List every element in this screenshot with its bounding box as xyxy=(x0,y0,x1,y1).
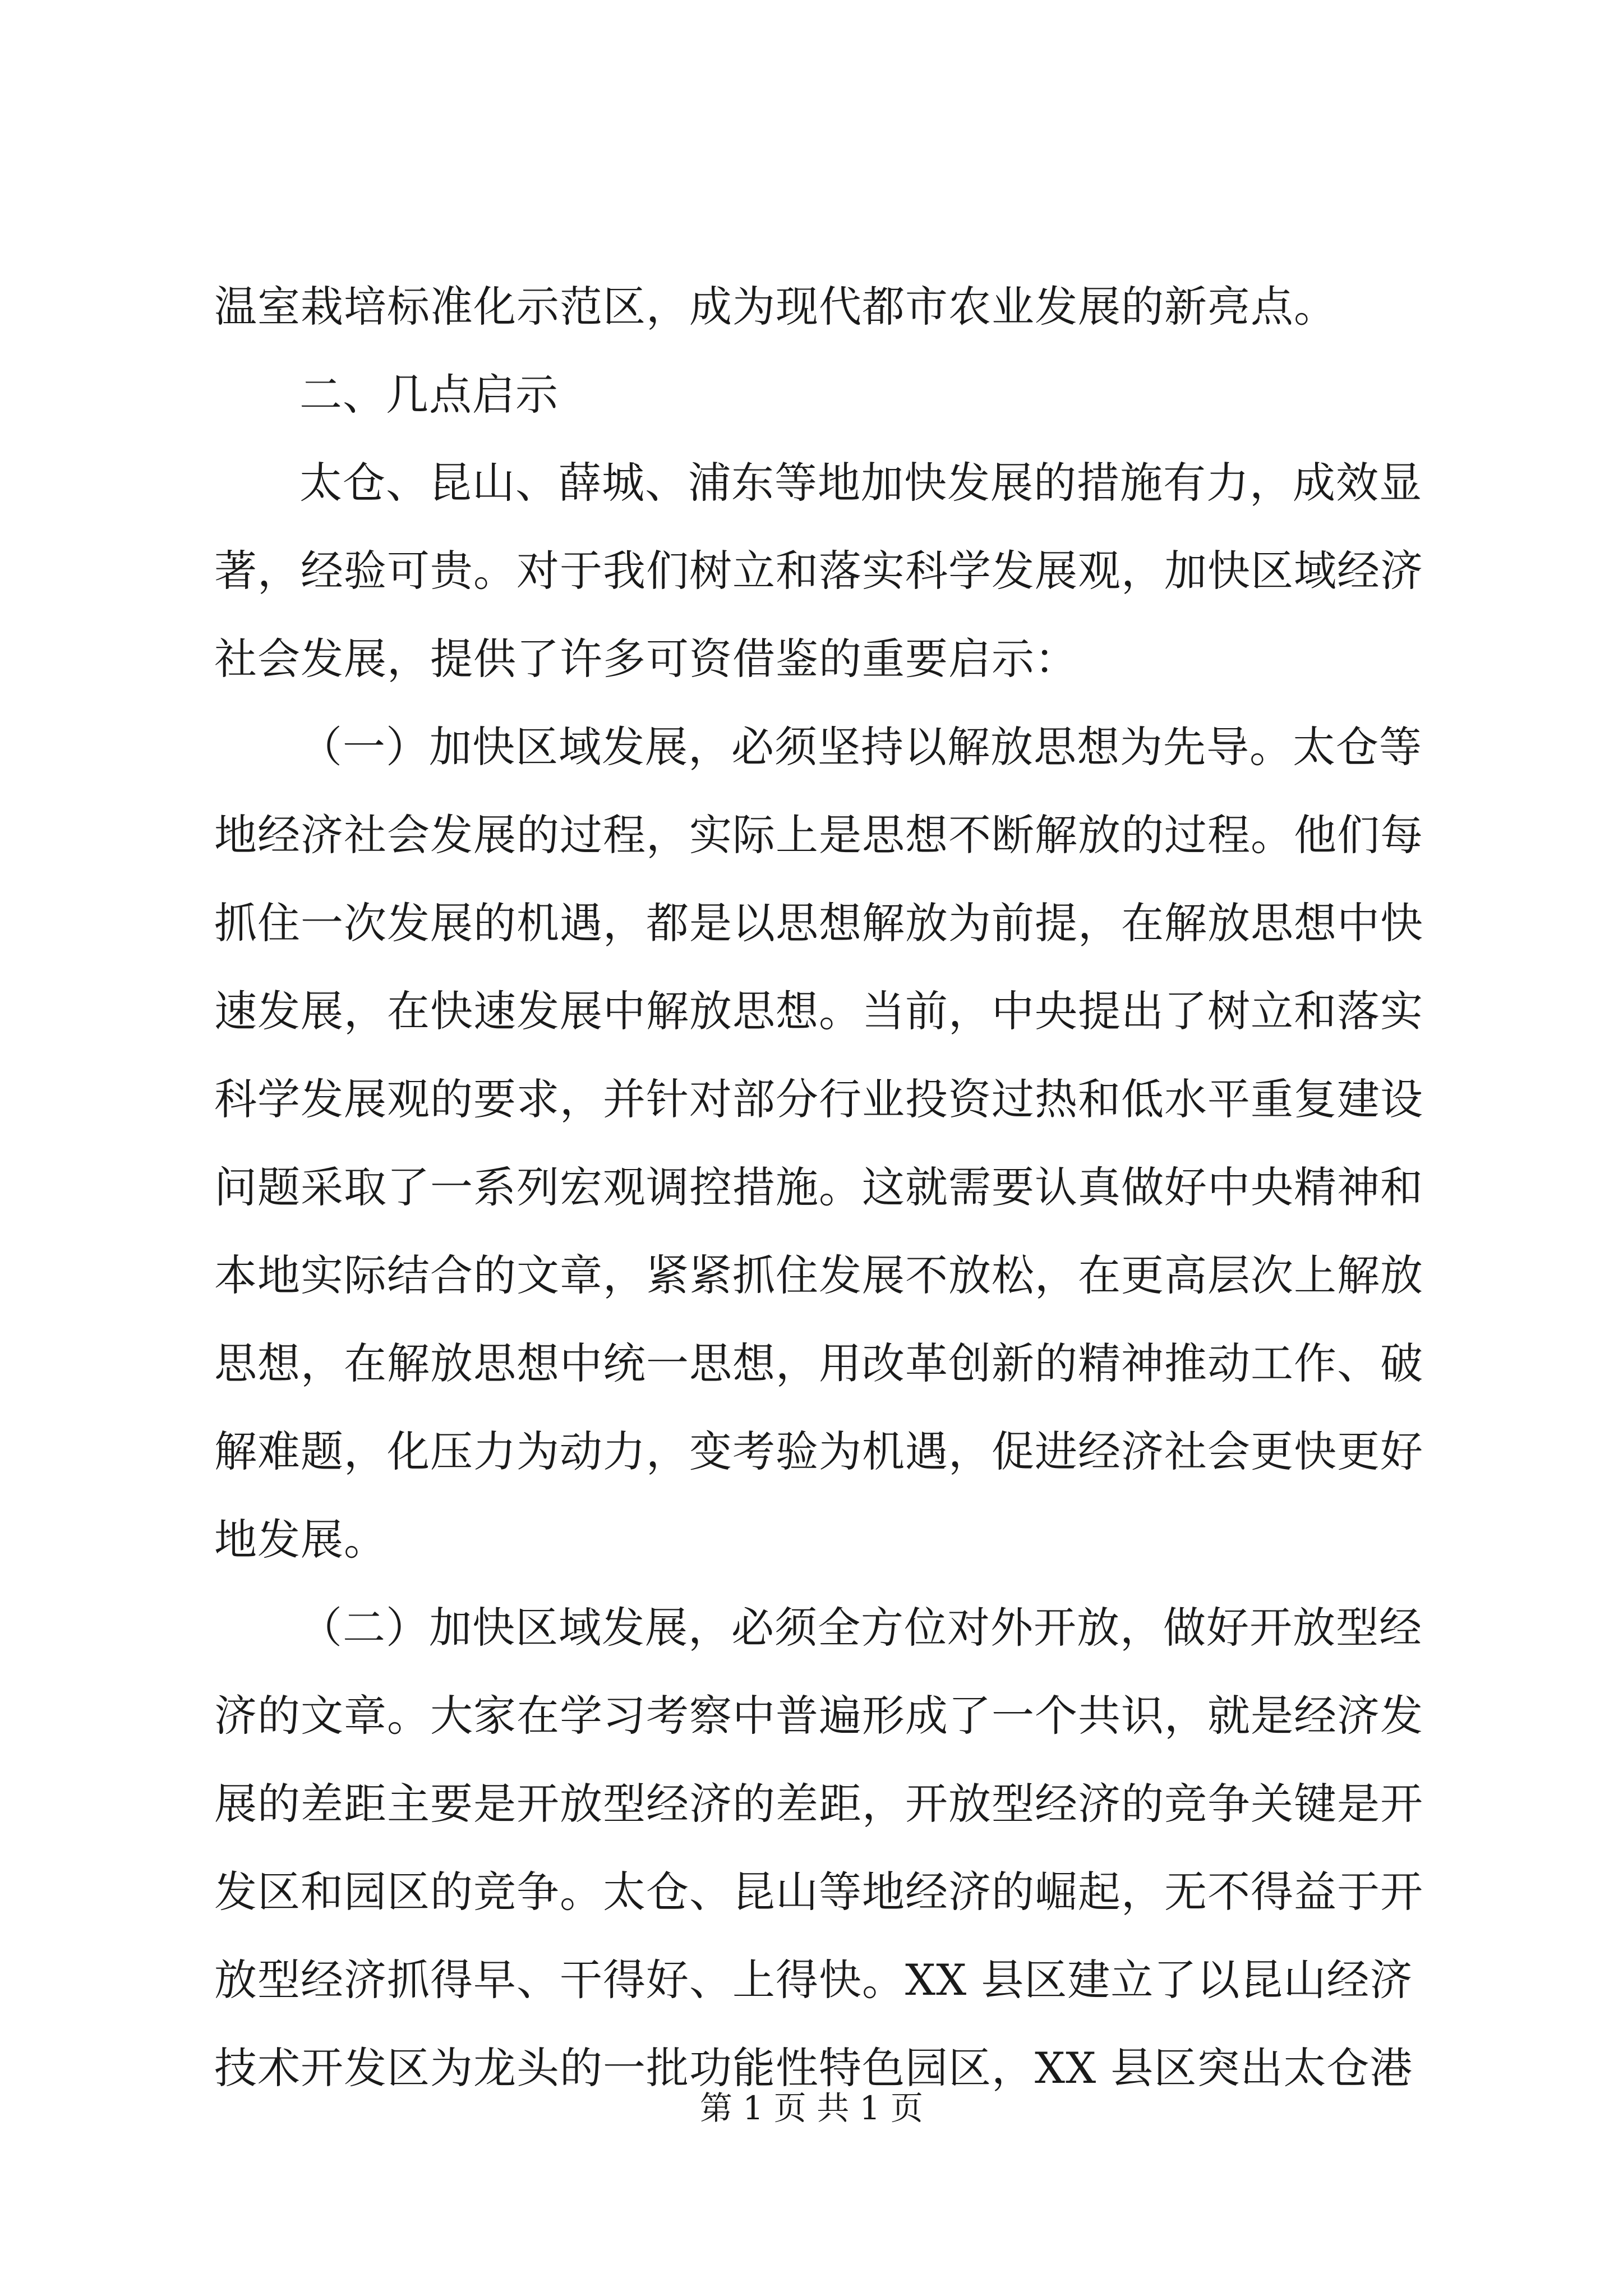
text-line: 放型经济抓得早、干得好、上得快。XX 县区建立了以昆山经济 xyxy=(214,1955,1413,2005)
text-line: 速发展，在快速发展中解放思想。当前，中央提出了树立和落实 xyxy=(214,986,1423,1036)
text-line: 抓住一次发展的机遇，都是以思想解放为前提，在解放思想中快 xyxy=(214,898,1423,948)
text-line: 太仓、昆山、薛城、浦东等地加快发展的措施有力，成效显 xyxy=(299,458,1422,508)
text-line: （一）加快区域发展，必须坚持以解放思想为先导。太仓等 xyxy=(299,722,1422,772)
text-line: 地经济社会发展的过程，实际上是思想不断解放的过程。他们每 xyxy=(214,810,1423,860)
text-line: 温室栽培标准化示范区，成为现代都市农业发展的新亮点。 xyxy=(214,282,1337,332)
text-line: 社会发展，提供了许多可资借鉴的重要启示： xyxy=(214,634,1078,684)
text-line: 济的文章。大家在学习考察中普遍形成了一个共识，就是经济发 xyxy=(214,1691,1423,1741)
section-heading: 二、几点启示 xyxy=(299,370,559,420)
text-line: 问题采取了一系列宏观调控措施。这就需要认真做好中央精神和 xyxy=(214,1162,1423,1212)
page-footer: 第 1 页 共 1 页 xyxy=(700,2089,923,2127)
text-line: 著，经验可贵。对于我们树立和落实科学发展观，加快区域经济 xyxy=(214,546,1423,596)
text-line: 思想，在解放思想中统一思想，用改革创新的精神推动工作、破 xyxy=(214,1338,1423,1388)
text-line: 科学发展观的要求，并针对部分行业投资过热和低水平重复建设 xyxy=(214,1074,1423,1124)
text-line: 本地实际结合的文章，紧紧抓住发展不放松，在更高层次上解放 xyxy=(214,1250,1423,1300)
text-line: 技术开发区为龙头的一批功能性特色园区，XX 县区突出太仓港 xyxy=(214,2043,1413,2093)
text-line: 发区和园区的竞争。太仓、昆山等地经济的崛起，无不得益于开 xyxy=(214,1867,1423,1917)
text-line: 解难题，化压力为动力，变考验为机遇，促进经济社会更快更好 xyxy=(214,1427,1423,1476)
text-line: （二）加快区域发展，必须全方位对外开放，做好开放型经 xyxy=(299,1603,1422,1653)
document-body xyxy=(214,263,1423,2112)
text-line: 展的差距主要是开放型经济的差距，开放型经济的竞争关键是开 xyxy=(214,1779,1423,1829)
text-line: 地发展。 xyxy=(214,1515,387,1565)
